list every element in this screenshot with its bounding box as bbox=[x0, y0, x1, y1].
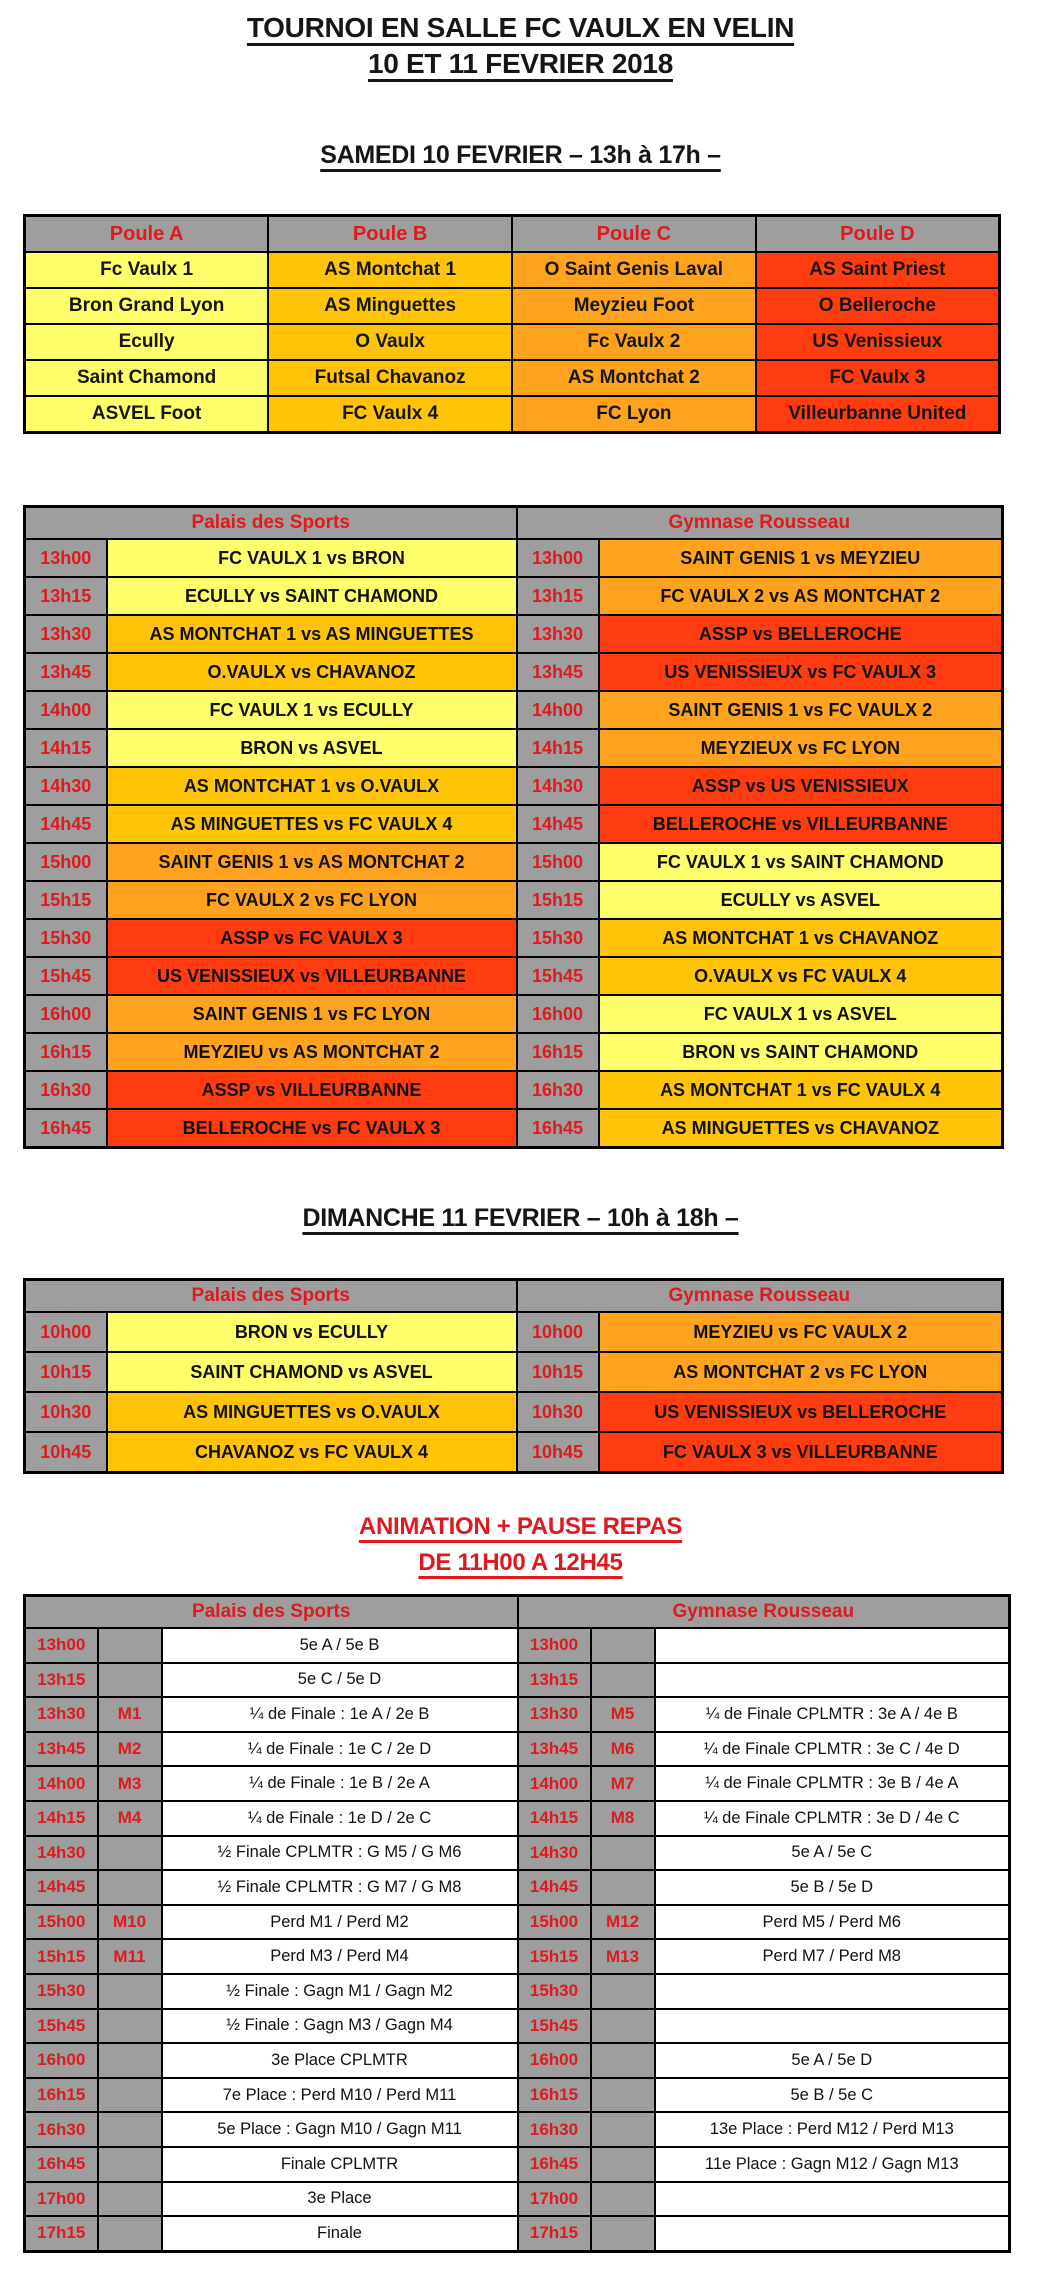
match-cell: FC VAULX 2 vs FC LYON bbox=[107, 881, 517, 919]
match-number-cell: M8 bbox=[591, 1801, 655, 1836]
pool-team-cell: AS Montchat 1 bbox=[268, 252, 512, 288]
match-number-cell bbox=[98, 2216, 162, 2251]
match-description-cell: ¼ de Finale : 1e D / 2e C bbox=[162, 1801, 518, 1836]
match-description-cell: Finale bbox=[162, 2216, 518, 2251]
match-description-cell bbox=[655, 2009, 1010, 2044]
pool-team-cell: Ecully bbox=[25, 324, 269, 360]
match-description-cell: ½ Finale CPLMTR : G M7 / G M8 bbox=[162, 1870, 518, 1905]
schedule-row bbox=[25, 539, 1003, 577]
match-description-cell: 7e Place : Perd M10 / Perd M11 bbox=[162, 2078, 518, 2113]
time-cell: 15h15 bbox=[517, 881, 599, 919]
time-cell: 15h45 bbox=[25, 957, 107, 995]
finals-row bbox=[25, 1836, 1010, 1871]
pool-team-cell: O Saint Genis Laval bbox=[512, 252, 756, 288]
finals-row bbox=[25, 1905, 1010, 1940]
match-number-cell: M5 bbox=[591, 1697, 655, 1732]
time-cell: 13h00 bbox=[517, 539, 599, 577]
schedule-row bbox=[25, 1432, 1003, 1473]
time-cell: 10h30 bbox=[25, 1392, 107, 1432]
pool-team-cell: FC Vaulx 3 bbox=[756, 360, 1000, 396]
match-description-cell: 5e C / 5e D bbox=[162, 1663, 518, 1698]
pool-row bbox=[25, 360, 1000, 396]
venue-header-row bbox=[25, 1280, 1003, 1313]
match-description-cell: 5e A / 5e D bbox=[655, 2043, 1010, 2078]
match-description-cell: ¼ de Finale CPLMTR : 3e B / 4e A bbox=[655, 1766, 1010, 1801]
time-cell: 13h00 bbox=[25, 1628, 98, 1663]
schedule-row bbox=[25, 957, 1003, 995]
match-number-cell: M11 bbox=[98, 1939, 162, 1974]
match-cell: FC VAULX 1 vs ASVEL bbox=[599, 995, 1003, 1033]
page-title-line-1: TOURNOI EN SALLE FC VAULX EN VELIN bbox=[246, 12, 795, 43]
time-cell: 13h00 bbox=[25, 539, 107, 577]
time-cell: 13h45 bbox=[518, 1732, 591, 1767]
match-description-cell bbox=[655, 1663, 1010, 1698]
match-description-cell bbox=[655, 1974, 1010, 2009]
time-cell: 14h30 bbox=[25, 767, 107, 805]
time-cell: 13h30 bbox=[25, 615, 107, 653]
venue-header-row bbox=[25, 1596, 1010, 1629]
finals-row bbox=[25, 2182, 1010, 2217]
match-cell: FC VAULX 3 vs VILLEURBANNE bbox=[599, 1432, 1003, 1473]
schedule-row bbox=[25, 1033, 1003, 1071]
time-cell: 17h15 bbox=[518, 2216, 591, 2251]
pool-team-cell: Saint Chamond bbox=[25, 360, 269, 396]
pool-header-cell: Poule C bbox=[512, 216, 756, 253]
match-number-cell: M6 bbox=[591, 1732, 655, 1767]
pool-team-cell: Villeurbanne United bbox=[756, 396, 1000, 433]
time-cell: 16h15 bbox=[25, 1033, 107, 1071]
time-cell: 14h15 bbox=[518, 1801, 591, 1836]
match-number-cell bbox=[591, 2216, 655, 2251]
time-cell: 13h45 bbox=[25, 653, 107, 691]
match-cell: MEYZIEU vs FC VAULX 2 bbox=[599, 1312, 1003, 1352]
time-cell: 16h30 bbox=[25, 1071, 107, 1109]
finals-row bbox=[25, 1628, 1010, 1663]
match-number-cell bbox=[591, 2009, 655, 2044]
match-description-cell: 5e Place : Gagn M10 / Gagn M11 bbox=[162, 2112, 518, 2147]
time-cell: 14h30 bbox=[517, 767, 599, 805]
match-cell: SAINT GENIS 1 vs MEYZIEU bbox=[599, 539, 1003, 577]
time-cell: 15h00 bbox=[518, 1905, 591, 1940]
match-number-cell bbox=[98, 2182, 162, 2217]
time-cell: 13h45 bbox=[25, 1732, 98, 1767]
pool-header-cell: Poule A bbox=[25, 216, 269, 253]
match-description-cell: ¼ de Finale : 1e B / 2e A bbox=[162, 1766, 518, 1801]
match-description-cell: 3e Place bbox=[162, 2182, 518, 2217]
pool-header-cell: Poule B bbox=[268, 216, 512, 253]
time-cell: 16h30 bbox=[518, 2112, 591, 2147]
match-number-cell bbox=[98, 1974, 162, 2009]
time-cell: 16h45 bbox=[518, 2147, 591, 2182]
match-number-cell: M7 bbox=[591, 1766, 655, 1801]
pool-team-cell: Fc Vaulx 1 bbox=[25, 252, 269, 288]
match-description-cell: ¼ de Finale CPLMTR : 3e C / 4e D bbox=[655, 1732, 1010, 1767]
match-number-cell bbox=[591, 1870, 655, 1905]
match-number-cell: M3 bbox=[98, 1766, 162, 1801]
time-cell: 16h00 bbox=[25, 995, 107, 1033]
match-number-cell bbox=[98, 2009, 162, 2044]
match-number-cell: M4 bbox=[98, 1801, 162, 1836]
match-number-cell bbox=[591, 1628, 655, 1663]
pool-header-cell: Poule D bbox=[756, 216, 1000, 253]
time-cell: 15h45 bbox=[25, 2009, 98, 2044]
schedule-row bbox=[25, 653, 1003, 691]
time-cell: 16h00 bbox=[518, 2043, 591, 2078]
venue-header-row bbox=[25, 507, 1003, 540]
venue-left-header: Palais des Sports bbox=[25, 1280, 517, 1313]
schedule-row bbox=[25, 1109, 1003, 1148]
time-cell: 17h00 bbox=[518, 2182, 591, 2217]
match-cell: ASSP vs BELLEROCHE bbox=[599, 615, 1003, 653]
match-description-cell: Finale CPLMTR bbox=[162, 2147, 518, 2182]
time-cell: 15h00 bbox=[25, 1905, 98, 1940]
match-cell: AS MONTCHAT 1 vs O.VAULX bbox=[107, 767, 517, 805]
match-number-cell bbox=[591, 1663, 655, 1698]
time-cell: 15h45 bbox=[517, 957, 599, 995]
time-cell: 16h45 bbox=[25, 1109, 107, 1148]
time-cell: 16h15 bbox=[517, 1033, 599, 1071]
match-description-cell: ½ Finale : Gagn M3 / Gagn M4 bbox=[162, 2009, 518, 2044]
match-cell: BRON vs ECULLY bbox=[107, 1312, 517, 1352]
pool-team-cell: AS Minguettes bbox=[268, 288, 512, 324]
match-cell: FC VAULX 1 vs ECULLY bbox=[107, 691, 517, 729]
finals-row bbox=[25, 2009, 1010, 2044]
match-description-cell: 5e B / 5e C bbox=[655, 2078, 1010, 2113]
schedule-row bbox=[25, 767, 1003, 805]
finals-row bbox=[25, 2216, 1010, 2251]
time-cell: 10h45 bbox=[517, 1432, 599, 1473]
match-number-cell bbox=[591, 2147, 655, 2182]
time-cell: 10h00 bbox=[517, 1312, 599, 1352]
time-cell: 15h15 bbox=[25, 1939, 98, 1974]
venue-right-header: Gymnase Rousseau bbox=[517, 507, 1003, 540]
match-cell: ECULLY vs SAINT CHAMOND bbox=[107, 577, 517, 615]
match-description-cell: ¼ de Finale CPLMTR : 3e D / 4e C bbox=[655, 1801, 1010, 1836]
match-cell: FC VAULX 1 vs SAINT CHAMOND bbox=[599, 843, 1003, 881]
match-cell: US VENISSIEUX vs VILLEURBANNE bbox=[107, 957, 517, 995]
match-number-cell bbox=[98, 1870, 162, 1905]
finals-row bbox=[25, 1766, 1010, 1801]
match-description-cell: ¼ de Finale : 1e C / 2e D bbox=[162, 1732, 518, 1767]
finals-row bbox=[25, 1974, 1010, 2009]
time-cell: 14h30 bbox=[25, 1836, 98, 1871]
match-cell: BRON vs SAINT CHAMOND bbox=[599, 1033, 1003, 1071]
time-cell: 14h30 bbox=[518, 1836, 591, 1871]
match-cell: SAINT GENIS 1 vs FC VAULX 2 bbox=[599, 691, 1003, 729]
schedule-row bbox=[25, 577, 1003, 615]
match-number-cell bbox=[98, 2043, 162, 2078]
pool-team-cell: ASVEL Foot bbox=[25, 396, 269, 433]
animation-heading-line-1: ANIMATION + PAUSE REPAS bbox=[358, 1513, 683, 1540]
time-cell: 13h00 bbox=[518, 1628, 591, 1663]
time-cell: 10h30 bbox=[517, 1392, 599, 1432]
time-cell: 13h15 bbox=[25, 1663, 98, 1698]
finals-row bbox=[25, 1939, 1010, 1974]
venue-right-header: Gymnase Rousseau bbox=[517, 1280, 1003, 1313]
match-number-cell: M10 bbox=[98, 1905, 162, 1940]
match-number-cell bbox=[591, 2182, 655, 2217]
match-number-cell: M1 bbox=[98, 1697, 162, 1732]
pool-row bbox=[25, 252, 1000, 288]
schedule-row bbox=[25, 615, 1003, 653]
finals-row bbox=[25, 1697, 1010, 1732]
time-cell: 16h00 bbox=[517, 995, 599, 1033]
match-number-cell bbox=[591, 1974, 655, 2009]
finals-row bbox=[25, 2043, 1010, 2078]
match-description-cell: ¼ de Finale CPLMTR : 3e A / 4e B bbox=[655, 1697, 1010, 1732]
match-number-cell bbox=[591, 2112, 655, 2147]
time-cell: 14h15 bbox=[517, 729, 599, 767]
schedule-row bbox=[25, 919, 1003, 957]
time-cell: 10h00 bbox=[25, 1312, 107, 1352]
time-cell: 10h15 bbox=[517, 1352, 599, 1392]
pool-row bbox=[25, 288, 1000, 324]
match-number-cell bbox=[98, 1628, 162, 1663]
time-cell: 15h30 bbox=[518, 1974, 591, 2009]
match-cell: MEYZIEU vs AS MONTCHAT 2 bbox=[107, 1033, 517, 1071]
finals-row bbox=[25, 1870, 1010, 1905]
match-description-cell: Perd M5 / Perd M6 bbox=[655, 1905, 1010, 1940]
time-cell: 13h15 bbox=[517, 577, 599, 615]
match-cell: O.VAULX vs FC VAULX 4 bbox=[599, 957, 1003, 995]
schedule-row bbox=[25, 881, 1003, 919]
match-cell: SAINT GENIS 1 vs AS MONTCHAT 2 bbox=[107, 843, 517, 881]
schedule-row bbox=[25, 1352, 1003, 1392]
match-number-cell bbox=[98, 2147, 162, 2182]
match-description-cell: Perd M1 / Perd M2 bbox=[162, 1905, 518, 1940]
schedule-row bbox=[25, 1312, 1003, 1352]
venue-left-header: Palais des Sports bbox=[25, 1596, 518, 1629]
finals-schedule-table bbox=[23, 1594, 1011, 2253]
match-cell: BELLEROCHE vs VILLEURBANNE bbox=[599, 805, 1003, 843]
match-description-cell bbox=[655, 2182, 1010, 2217]
match-cell: AS MONTCHAT 1 vs CHAVANOZ bbox=[599, 919, 1003, 957]
match-cell: AS MONTCHAT 1 vs AS MINGUETTES bbox=[107, 615, 517, 653]
finals-row bbox=[25, 2112, 1010, 2147]
match-number-cell: M2 bbox=[98, 1732, 162, 1767]
time-cell: 13h30 bbox=[517, 615, 599, 653]
time-cell: 14h15 bbox=[25, 1801, 98, 1836]
finals-row bbox=[25, 2078, 1010, 2113]
match-description-cell: ¼ de Finale : 1e A / 2e B bbox=[162, 1697, 518, 1732]
time-cell: 13h30 bbox=[518, 1697, 591, 1732]
match-cell: CHAVANOZ vs FC VAULX 4 bbox=[107, 1432, 517, 1473]
match-cell: SAINT GENIS 1 vs FC LYON bbox=[107, 995, 517, 1033]
match-description-cell: Perd M3 / Perd M4 bbox=[162, 1939, 518, 1974]
time-cell: 14h45 bbox=[25, 805, 107, 843]
time-cell: 13h45 bbox=[517, 653, 599, 691]
pool-team-cell: Futsal Chavanoz bbox=[268, 360, 512, 396]
sunday-schedule-table bbox=[23, 1278, 1004, 1474]
match-number-cell bbox=[98, 1663, 162, 1698]
saturday-schedule-table bbox=[23, 505, 1004, 1149]
schedule-row bbox=[25, 843, 1003, 881]
time-cell: 14h00 bbox=[517, 691, 599, 729]
pool-team-cell: FC Vaulx 4 bbox=[268, 396, 512, 433]
time-cell: 14h00 bbox=[25, 1766, 98, 1801]
time-cell: 16h00 bbox=[25, 2043, 98, 2078]
time-cell: 15h15 bbox=[518, 1939, 591, 1974]
finals-row bbox=[25, 2147, 1010, 2182]
time-cell: 15h30 bbox=[25, 919, 107, 957]
sunday-section-heading: DIMANCHE 11 FEVRIER – 10h à 18h – bbox=[302, 1204, 739, 1232]
time-cell: 17h15 bbox=[25, 2216, 98, 2251]
time-cell: 16h45 bbox=[517, 1109, 599, 1148]
match-cell: ASSP vs FC VAULX 3 bbox=[107, 919, 517, 957]
match-description-cell: 11e Place : Gagn M12 / Gagn M13 bbox=[655, 2147, 1010, 2182]
match-cell: ASSP vs US VENISSIEUX bbox=[599, 767, 1003, 805]
schedule-row bbox=[25, 805, 1003, 843]
pool-row bbox=[25, 396, 1000, 433]
time-cell: 16h15 bbox=[518, 2078, 591, 2113]
match-number-cell bbox=[591, 2043, 655, 2078]
pool-team-cell: AS Montchat 2 bbox=[512, 360, 756, 396]
time-cell: 15h45 bbox=[518, 2009, 591, 2044]
pool-team-cell: Fc Vaulx 2 bbox=[512, 324, 756, 360]
match-description-cell: 3e Place CPLMTR bbox=[162, 2043, 518, 2078]
match-number-cell: M12 bbox=[591, 1905, 655, 1940]
match-cell: US VENISSIEUX vs FC VAULX 3 bbox=[599, 653, 1003, 691]
time-cell: 15h30 bbox=[517, 919, 599, 957]
match-cell: BELLEROCHE vs FC VAULX 3 bbox=[107, 1109, 517, 1148]
match-number-cell bbox=[98, 2078, 162, 2113]
match-cell: ASSP vs VILLEURBANNE bbox=[107, 1071, 517, 1109]
pool-team-cell: O Belleroche bbox=[756, 288, 1000, 324]
time-cell: 14h15 bbox=[25, 729, 107, 767]
match-description-cell bbox=[655, 2216, 1010, 2251]
match-description-cell: 5e A / 5e B bbox=[162, 1628, 518, 1663]
time-cell: 13h30 bbox=[25, 1697, 98, 1732]
venue-right-header: Gymnase Rousseau bbox=[518, 1596, 1010, 1629]
pool-team-cell: Meyzieu Foot bbox=[512, 288, 756, 324]
pool-team-cell: FC Lyon bbox=[512, 396, 756, 433]
finals-row bbox=[25, 1732, 1010, 1767]
match-cell: SAINT CHAMOND vs ASVEL bbox=[107, 1352, 517, 1392]
pool-team-cell: US Venissieux bbox=[756, 324, 1000, 360]
pool-team-cell: AS Saint Priest bbox=[756, 252, 1000, 288]
time-cell: 10h45 bbox=[25, 1432, 107, 1473]
match-cell: AS MONTCHAT 2 vs FC LYON bbox=[599, 1352, 1003, 1392]
match-cell: FC VAULX 2 vs AS MONTCHAT 2 bbox=[599, 577, 1003, 615]
schedule-row bbox=[25, 691, 1003, 729]
venue-left-header: Palais des Sports bbox=[25, 507, 517, 540]
schedule-row bbox=[25, 1071, 1003, 1109]
schedule-row bbox=[25, 1392, 1003, 1432]
schedule-row bbox=[25, 729, 1003, 767]
time-cell: 16h30 bbox=[517, 1071, 599, 1109]
match-description-cell: 5e A / 5e C bbox=[655, 1836, 1010, 1871]
time-cell: 14h00 bbox=[518, 1766, 591, 1801]
match-number-cell bbox=[591, 2078, 655, 2113]
time-cell: 15h30 bbox=[25, 1974, 98, 2009]
match-cell: MEYZIEUX vs FC LYON bbox=[599, 729, 1003, 767]
time-cell: 14h00 bbox=[25, 691, 107, 729]
match-number-cell bbox=[591, 1836, 655, 1871]
match-cell: BRON vs ASVEL bbox=[107, 729, 517, 767]
match-cell: AS MINGUETTES vs O.VAULX bbox=[107, 1392, 517, 1432]
match-cell: O.VAULX vs CHAVANOZ bbox=[107, 653, 517, 691]
match-description-cell: ½ Finale : Gagn M1 / Gagn M2 bbox=[162, 1974, 518, 2009]
time-cell: 14h45 bbox=[518, 1870, 591, 1905]
pools-header-row bbox=[25, 216, 1000, 253]
finals-row bbox=[25, 1663, 1010, 1698]
match-cell: AS MINGUETTES vs FC VAULX 4 bbox=[107, 805, 517, 843]
time-cell: 10h15 bbox=[25, 1352, 107, 1392]
time-cell: 13h15 bbox=[518, 1663, 591, 1698]
time-cell: 13h15 bbox=[25, 577, 107, 615]
match-description-cell: 13e Place : Perd M12 / Perd M13 bbox=[655, 2112, 1010, 2147]
time-cell: 16h15 bbox=[25, 2078, 98, 2113]
match-number-cell: M13 bbox=[591, 1939, 655, 1974]
time-cell: 16h45 bbox=[25, 2147, 98, 2182]
pool-row bbox=[25, 324, 1000, 360]
pool-team-cell: Bron Grand Lyon bbox=[25, 288, 269, 324]
saturday-section-heading: SAMEDI 10 FEVRIER – 13h à 17h – bbox=[320, 141, 721, 169]
match-cell: AS MINGUETTES vs CHAVANOZ bbox=[599, 1109, 1003, 1148]
match-number-cell bbox=[98, 2112, 162, 2147]
match-description-cell: ½ Finale CPLMTR : G M5 / G M6 bbox=[162, 1836, 518, 1871]
match-description-cell: 5e B / 5e D bbox=[655, 1870, 1010, 1905]
match-number-cell bbox=[98, 1836, 162, 1871]
time-cell: 16h30 bbox=[25, 2112, 98, 2147]
time-cell: 15h00 bbox=[25, 843, 107, 881]
finals-row bbox=[25, 1801, 1010, 1836]
animation-heading-line-2: DE 11H00 A 12H45 bbox=[418, 1549, 623, 1576]
time-cell: 17h00 bbox=[25, 2182, 98, 2217]
time-cell: 14h45 bbox=[517, 805, 599, 843]
time-cell: 15h00 bbox=[517, 843, 599, 881]
match-cell: ECULLY vs ASVEL bbox=[599, 881, 1003, 919]
match-cell: FC VAULX 1 vs BRON bbox=[107, 539, 517, 577]
schedule-row bbox=[25, 995, 1003, 1033]
match-cell: US VENISSIEUX vs BELLEROCHE bbox=[599, 1392, 1003, 1432]
time-cell: 15h15 bbox=[25, 881, 107, 919]
page-title-line-2: 10 ET 11 FEVRIER 2018 bbox=[368, 48, 673, 79]
pool-team-cell: O Vaulx bbox=[268, 324, 512, 360]
match-cell: AS MONTCHAT 1 vs FC VAULX 4 bbox=[599, 1071, 1003, 1109]
match-description-cell: Perd M7 / Perd M8 bbox=[655, 1939, 1010, 1974]
match-description-cell bbox=[655, 1628, 1010, 1663]
pools-table bbox=[23, 214, 1001, 434]
time-cell: 14h45 bbox=[25, 1870, 98, 1905]
